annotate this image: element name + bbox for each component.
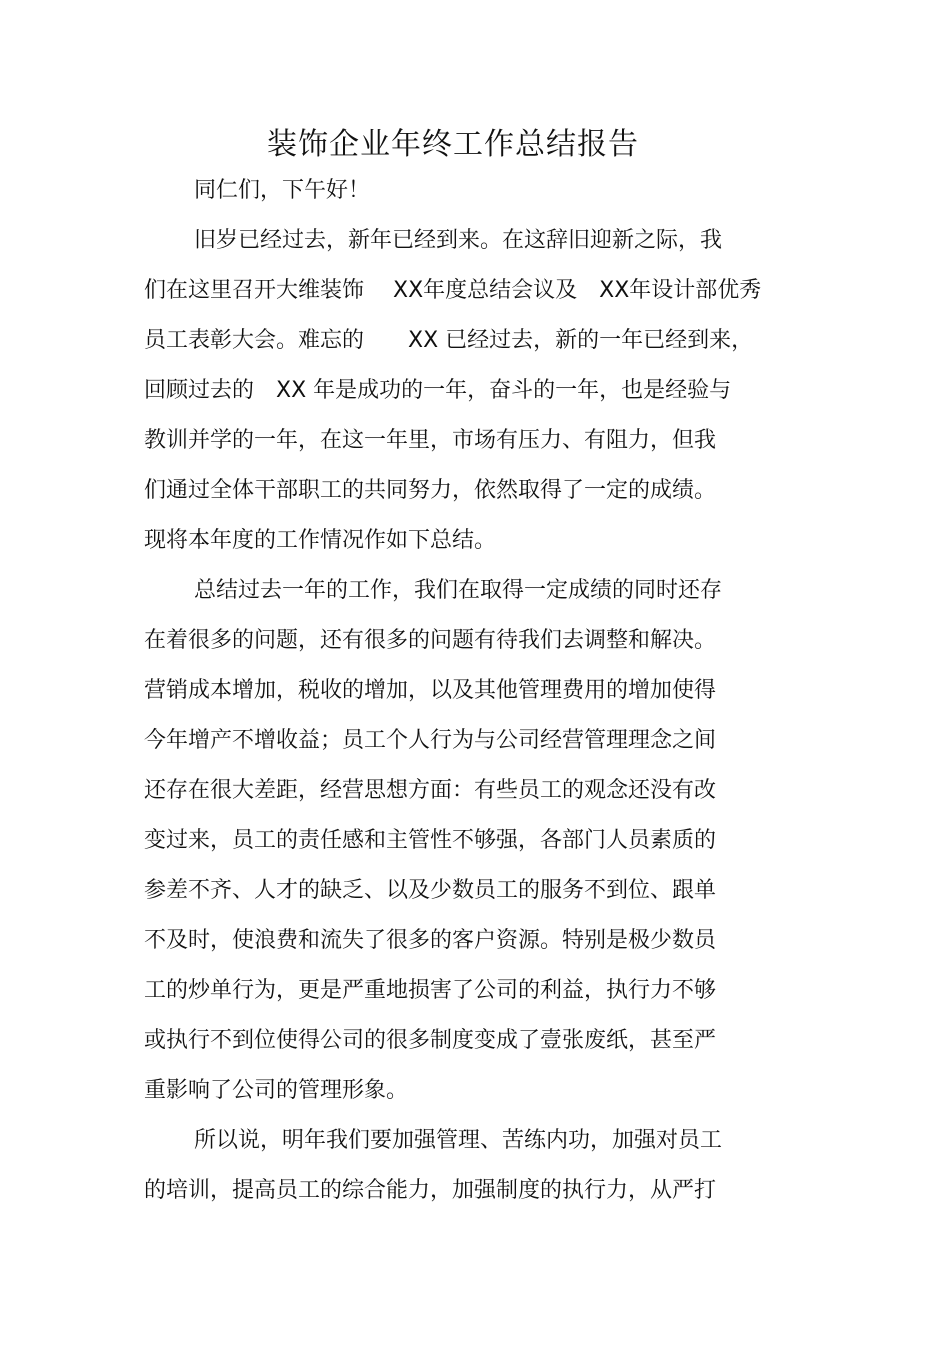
greeting-line: 同仁们，下午好！ <box>194 178 371 203</box>
body-line: 现将本年度的工作情况作如下总结。 <box>144 528 497 553</box>
body-line: 员工表彰大会。难忘的 XX 已经过去，新的一年已经到来， <box>144 328 754 353</box>
body-line: 或执行不到位使得公司的很多制度变成了壹张废纸，甚至严 <box>144 1028 717 1053</box>
body-line: 总结过去一年的工作，我们在取得一定成绩的同时还存 <box>194 578 723 603</box>
body-line: 工的炒单行为，更是严重地损害了公司的利益，执行力不够 <box>144 978 717 1003</box>
body-line: 变过来，员工的责任感和主管性不够强，各部门人员素质的 <box>144 828 717 853</box>
body-line: 所以说，明年我们要加强管理、苦练内功，加强对员工 <box>194 1128 723 1153</box>
body-line: 营销成本增加，税收的增加，以及其他管理费用的增加使得 <box>144 678 717 703</box>
body-line: 旧岁已经过去，新年已经到来。在这辞旧迎新之际，我 <box>194 228 723 253</box>
page-title: 装饰企业年终工作总结报告 <box>267 127 639 162</box>
body-line: 还存在很大差距，经营思想方面：有些员工的观念还没有改 <box>144 778 717 803</box>
body-line: 今年增产不增收益；员工个人行为与公司经营管理理念之间 <box>144 728 717 753</box>
body-line: 参差不齐、人才的缺乏、以及少数员工的服务不到位、跟单 <box>144 878 717 903</box>
body-line: 们通过全体干部职工的共同努力，依然取得了一定的成绩。 <box>144 478 717 503</box>
body-line: 们在这里召开大维装饰 XX年度总结会议及 XX年设计部优秀 <box>144 278 762 303</box>
body-line: 的培训，提高员工的综合能力，加强制度的执行力，从严打 <box>144 1178 717 1203</box>
body-line: 在着很多的问题，还有很多的问题有待我们去调整和解决。 <box>144 628 717 653</box>
body-line: 重影响了公司的管理形象。 <box>144 1078 409 1103</box>
body-line: 回顾过去的 XX 年是成功的一年，奋斗的一年，也是经验与 <box>144 378 732 403</box>
body-line: 教训并学的一年，在这一年里，市场有压力、有阻力，但我 <box>144 428 717 453</box>
body-line: 不及时，使浪费和流失了很多的客户资源。特别是极少数员 <box>144 928 717 953</box>
